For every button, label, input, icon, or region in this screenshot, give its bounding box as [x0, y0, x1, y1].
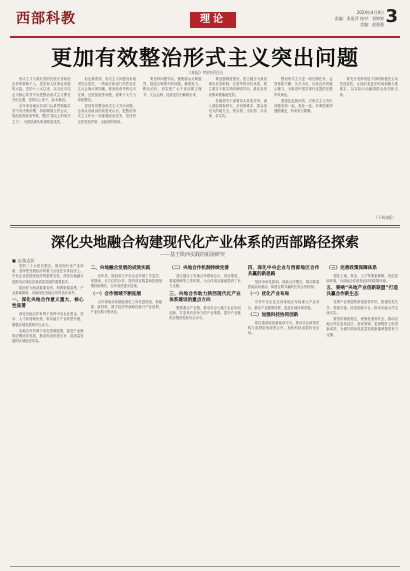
article2-subtitle: ——基于陕西实践的拓展研究 [160, 252, 226, 258]
issue-date: 2024年4月9日 [356, 10, 384, 15]
article2-section-heading: 五、奏响“央地产业创新联盟”打造共赢合作新生态 [326, 286, 398, 298]
article1-paragraph: 要强化监督问责，对形式主义突出问题发现一起、查处一起，对典型案例通报曝光，形成有力震慑。 [274, 98, 333, 114]
article2-section-heading: 一、深化央地合作意义重大、核心性显著 [12, 298, 84, 310]
article2-paragraph: 陕西作为西部重要省份，科教资源富集，产业基础雄厚，具备深化央地合作的良好条件。 [12, 285, 84, 296]
article2-section-heading: （一）合作领域不断拓展 [90, 291, 142, 297]
article2-paragraph: 央地合作有利于优化资源配置，促进产业链供应链协同发展，推动形成优势互补、高质量发展的区域经济布局。 [12, 328, 84, 344]
article2-paragraph: 要坚持系统观念，统筹发展和安全，推动央地合作在更高层次、更宽领域、更深程度上取得新成效，为谱写陕西高质量发展新篇章提供有力支撑。 [326, 317, 398, 337]
bottom-rule [10, 566, 400, 567]
article2-paragraph: 合作领域从传统能源化工向先进制造、新能源、新材料、数字经济等战略性新兴产业延伸，产业结构不断优化。 [90, 299, 163, 315]
issue-editors: 责编：张思萍 校对：刘婷婷 [334, 16, 384, 21]
article1-byline: 《本报》特约评论员 [187, 70, 223, 75]
article2-column [169, 264, 241, 564]
article1-headline: 更加有效整治形式主义突出问题 [51, 46, 359, 70]
article1-paragraph: 近年来各地区各部门认真贯彻落实党中央决策部署，持续精简文件会议，规范督查检查考核，整治“指尖上的形式主义”，为基层减负取得明显成效。 [12, 104, 71, 124]
article2-paragraph: 依托秦创原创新驱动平台，推动央企研发机构与高校院所深度合作，加快科技成果转化应用。 [247, 320, 320, 336]
article2-paragraph: 强化土地、资金、人才等要素保障，优化营商环境，为央地合作营造良好的政策环境。 [326, 274, 398, 284]
article2-column [12, 264, 84, 564]
section-divider-thin [10, 227, 400, 228]
article2-column [326, 264, 398, 564]
issue-meta [304, 10, 384, 28]
article2-paragraph: 发挥产业联盟的桥梁纽带作用，搭建信息共享、资源对接、协同创新平台，推动央地合作走深走实。 [326, 300, 398, 315]
section-tab: 理论 [190, 12, 236, 28]
masthead-rule [10, 36, 400, 38]
page-number: 3 [385, 6, 398, 27]
issue-designer: 美编：赵强强 [360, 22, 384, 27]
article1-column [209, 77, 268, 220]
article1-continuation-note: （下转4版） [373, 215, 396, 220]
article2-column [248, 264, 320, 564]
article2-section-heading: （三）完善政策保障体系 [326, 266, 377, 271]
article1-paragraph: 要充分发挥基层干部的积极性主动性创造性，让他们有更多时间和精力抓落实，以实际行动赢得群众信任和支持。 [339, 77, 398, 97]
article1-paragraph: 要加强制度建设，建立健全为基层减负长效机制，完善考核评价体系，树立重实干重实绩的鲜明导向，推动各项政策举措落地见效。 [208, 77, 267, 97]
article2-section-heading: （一）优化产业布局 [247, 292, 290, 298]
article1-paragraph: 各级领导干部要带头转变作风，深入基层调查研究，多到困难多、群众意见大的地方去，察实情、出实招、办实事、求实效。 [208, 98, 267, 119]
article2-paragraph: 党的二十大报告提出，建设现代化产业体系，坚持把发展经济的着力点放在实体经济上。中央企业是国民经济的重要支柱，深化央地融合是推动区域经济高质量发展的重要抓手。 [12, 264, 84, 284]
article2-paragraph: 聚焦重点产业链，推动央企与地方企业协同创新，打造具有竞争力的产业集群，提升产业链供应链韧性和安全水平。 [169, 305, 241, 321]
article1-paragraph: 更加有效整治形式主义突出问题，必须从讲政治的高度来认识，把整治形式主义作为一项重要政治任务，坚决纠正热衷造声势、出政绩的现象。 [77, 104, 136, 124]
article1-paragraph: 形式主义与我们党的性质宗旨和优良作风格格不入，是党和人民事业发展的大敌。党的十八大以来，以习近平同志为核心的党中央把整治形式主义摆在突出位置，坚持以上率下、标本兼治。 [12, 77, 71, 102]
article2-paragraph: 深化央地合作有利于发挥中央企业资金、技术、人才和管理优势，带动地方产业转型升级，增强区域发展的内生动力。 [12, 312, 84, 327]
article2-body [12, 264, 398, 564]
article2-paragraph: 引导中央企业在西部地区布局重大产业项目，推动产业梯度转移，促进区域协调发展。 [247, 300, 320, 310]
article2-section-heading: 四、深化中央企业与西部地区合作共赢的新思路 [247, 266, 320, 277]
article1-column [12, 77, 71, 220]
article1-column [143, 77, 202, 220]
article1-body [12, 77, 398, 220]
article1-paragraph: 整治形式主义是一项长期任务，必须常抓不懈、久久为功，以优良作风凝心聚力，为推进中国式现代化提供坚强作风保证。 [274, 77, 333, 97]
article2-column [91, 264, 163, 564]
article2-section-heading: 二、央地融合发展的成效实践 [90, 266, 151, 271]
article1-paragraph: 要坚持问题导向，聚焦群众反映强烈、基层反映集中的问题，精准发力、靶向治疗，切实把广大干部从繁文缛节、文山会海、迎来送往中解脱出来。 [143, 77, 202, 97]
article2-author: ■ 文/张志民 [12, 258, 35, 263]
article1-paragraph: 但也要看到，形式主义问题具有顽固性反复性，一些地方和部门仍然存在文山会海反弹回潮、督查检查考核过多过频、过度留痕等问题，需要下大气力持续整治。 [77, 77, 136, 102]
article2-paragraph: 坚持市场化原则，创新合作模式，推动要素资源双向流动，构建互利共赢的长效合作机制。 [247, 280, 320, 290]
article1-column [78, 77, 137, 220]
article1-column [274, 77, 333, 220]
article2-paragraph: 建立健全了央地合作联席会议、项目推进、要素保障等工作机制，为合作项目落地提供了有力支撑。 [169, 274, 241, 289]
article1-column [340, 77, 399, 220]
section-divider [10, 225, 400, 226]
article2-section-heading: （二）央地合作机制持续完善 [169, 266, 229, 271]
article2-section-heading: 三、央地合作助力陕西现代化产业体系建设的重点方向 [169, 291, 241, 303]
article2-section-heading: （二）加强科技协同创新 [247, 312, 299, 318]
newspaper-logo: 西部科教 [16, 11, 76, 27]
article2-headline: 深化央地融合构建现代化产业体系的西部路径探索 [51, 235, 359, 251]
article2-paragraph: 近年来，陕西省与中央企业开展了多层次、宽领域、全方位的合作，签约项目数量和投资规模持续增长，合作成效逐步显现。 [90, 274, 163, 289]
masthead [10, 4, 400, 38]
